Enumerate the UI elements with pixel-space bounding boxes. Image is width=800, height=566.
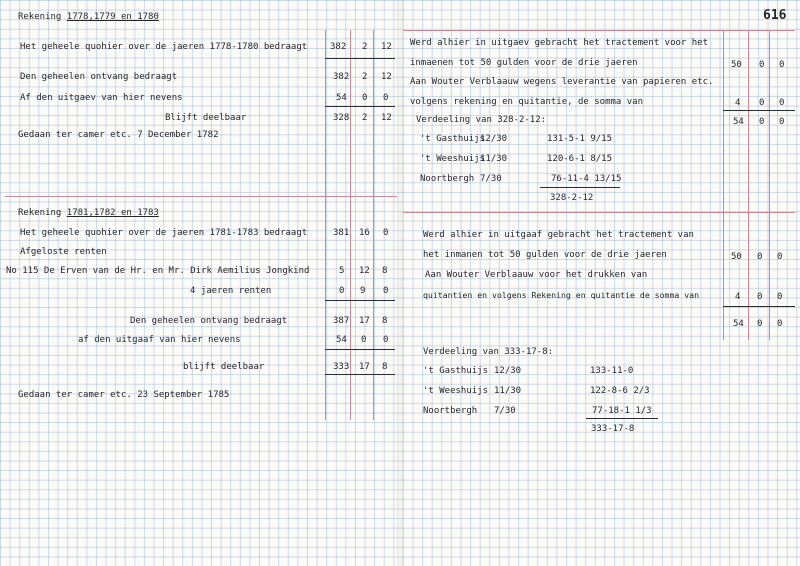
left-column-line-2 bbox=[350, 30, 351, 420]
beneficiary-gasthuijs: 't Gasthuijs bbox=[420, 134, 486, 144]
amount-guilders: 54 bbox=[733, 319, 744, 329]
amount-stivers: 2 bbox=[362, 42, 368, 52]
amount-stivers: 9 bbox=[360, 286, 366, 296]
amount-stivers: 0 bbox=[361, 335, 367, 345]
rekening-heading-2 bbox=[18, 208, 159, 219]
rekening-years: 1781,1782 en 1783 bbox=[66, 208, 159, 218]
amount-guilders: 381 bbox=[333, 228, 350, 238]
verblaauw-line-2: quitantien en volgens Rekening en quitantie de somma van bbox=[423, 290, 700, 300]
amount-stivers: 2 bbox=[362, 113, 368, 123]
left-column-line-1 bbox=[325, 30, 326, 420]
gedaan-line: Gedaan ter camer etc. 23 September 1785 bbox=[18, 390, 230, 400]
balance-label: blijft deelbaar bbox=[183, 362, 265, 372]
amount-stivers: 0 bbox=[759, 60, 765, 70]
amount-guilders: 50 bbox=[731, 60, 742, 70]
amount-pennies: 0 bbox=[779, 98, 785, 108]
amount-guilders: 5 bbox=[339, 266, 345, 276]
amount-pennies: 0 bbox=[383, 228, 389, 238]
left-column-line-3 bbox=[373, 30, 374, 420]
right-section-divider bbox=[403, 212, 795, 213]
amount-guilders: 382 bbox=[333, 72, 350, 82]
jaeren-renten-label: 4 jaeren renten bbox=[190, 286, 272, 296]
afgeloste-label: Afgeloste renten bbox=[20, 247, 107, 257]
amount-stivers: 17 bbox=[359, 316, 370, 326]
amount-pennies: 8 bbox=[382, 362, 388, 372]
right-column-line-2 bbox=[748, 30, 749, 340]
beneficiary-noortbergh: Noortbergh bbox=[420, 174, 475, 184]
amount-stivers: 2 bbox=[362, 72, 368, 82]
page-number: 616 bbox=[763, 8, 787, 23]
rekening-label: Rekening bbox=[18, 12, 67, 22]
amount-pennies: 0 bbox=[777, 292, 783, 302]
verblaauw-line-1: Aan Wouter Verblaauw wegens leverantie van papieren etc. bbox=[410, 77, 714, 87]
amount-stivers: 0 bbox=[759, 98, 765, 108]
uitgaev-line-2: inmaenen tot 50 gulden voor de drie jaeren bbox=[410, 58, 638, 68]
sum-rule bbox=[325, 300, 395, 301]
amount-guilders: 54 bbox=[336, 93, 347, 103]
share-fraction: 7/30 bbox=[480, 174, 502, 184]
sum-rule bbox=[325, 374, 395, 375]
sum-rule bbox=[723, 306, 795, 307]
share-fraction: 7/30 bbox=[494, 406, 516, 416]
amount-guilders: 50 bbox=[731, 252, 742, 262]
uitgaaf-line-2: het inmanen tot 50 gulden voor de drie jaeren bbox=[423, 250, 667, 260]
amount-guilders: 54 bbox=[733, 117, 744, 127]
gedaan-line: Gedaan ter camer etc. 7 December 1782 bbox=[18, 130, 219, 140]
amount-pennies: 0 bbox=[779, 60, 785, 70]
balance-label: Blijft deelbaar bbox=[165, 113, 247, 123]
uitgaev-line-1: Werd alhier in uitgaev gebracht het tractement voor het bbox=[410, 38, 709, 48]
share-fraction: 11/30 bbox=[480, 154, 508, 164]
share-value: 131-5-1 9/15 bbox=[547, 134, 613, 144]
rekening-years: 1778,1779 en 1780 bbox=[66, 12, 159, 22]
ontvang-label: Den geheelen ontvang bedraagt bbox=[20, 72, 178, 82]
uitgaaf-label: af den uitgaaf van hier nevens bbox=[78, 335, 241, 345]
amount-guilders: 4 bbox=[735, 98, 741, 108]
right-column-line-1 bbox=[723, 30, 724, 340]
left-section-divider bbox=[5, 196, 397, 197]
verdeeling-label: Verdeeling van 328-2-12: bbox=[416, 115, 547, 125]
uitgaev-label: Af den uitgaev van hier nevens bbox=[20, 93, 183, 103]
share-value: 76-11-4 13/15 bbox=[551, 174, 622, 184]
beneficiary-gasthuijs: 't Gasthuijs bbox=[423, 366, 489, 376]
uitgaaf-line-1: Werd alhier in uitgaaf gebracht het tractement van bbox=[423, 230, 694, 240]
sum-rule bbox=[586, 418, 658, 419]
share-total: 333-17-8 bbox=[591, 424, 635, 434]
verblaauw-line-2: volgens rekening en quitantie, de somma van bbox=[410, 97, 643, 107]
share-value: 122-8-6 2/3 bbox=[590, 386, 650, 396]
rekening-heading-1 bbox=[18, 12, 159, 23]
amount-pennies: 0 bbox=[777, 319, 783, 329]
beneficiary-weeshuijs: 't Weeshuijs bbox=[423, 386, 489, 396]
amount-pennies: 0 bbox=[777, 252, 783, 262]
amount-stivers: 0 bbox=[362, 93, 368, 103]
share-total: 328-2-12 bbox=[550, 193, 594, 203]
rekening-label: Rekening bbox=[18, 208, 67, 218]
share-value: 77-18-1 1/3 bbox=[592, 406, 652, 416]
amount-pennies: 0 bbox=[779, 117, 785, 127]
sum-rule bbox=[325, 349, 395, 350]
amount-pennies: 8 bbox=[382, 266, 388, 276]
renten-entry-label: No 115 De Erven van de Hr. en Mr. Dirk Aemilius Jongkind bbox=[6, 266, 310, 276]
amount-stivers: 0 bbox=[759, 117, 765, 127]
amount-pennies: 12 bbox=[381, 42, 392, 52]
sum-rule bbox=[325, 58, 395, 59]
amount-stivers: 17 bbox=[359, 362, 370, 372]
ontvang-label: Den geheelen ontvang bedraagt bbox=[130, 316, 288, 326]
amount-guilders: 382 bbox=[330, 42, 347, 52]
right-column-line-3 bbox=[769, 30, 770, 340]
quotier-label: Het geheele quohier over de jaeren 1778-1780 bedraagt bbox=[20, 42, 308, 52]
amount-guilders: 333 bbox=[333, 362, 350, 372]
amount-pennies: 12 bbox=[381, 72, 392, 82]
verdeeling-label: Verdeeling van 333-17-8: bbox=[423, 347, 554, 357]
amount-stivers: 0 bbox=[757, 252, 763, 262]
beneficiary-noortbergh: Noortbergh bbox=[423, 406, 478, 416]
sum-rule bbox=[723, 110, 795, 111]
amount-pennies: 0 bbox=[383, 93, 389, 103]
sum-rule bbox=[540, 187, 620, 188]
amount-stivers: 0 bbox=[757, 292, 763, 302]
share-fraction: 12/30 bbox=[494, 366, 522, 376]
page-fold bbox=[397, 0, 403, 566]
verblaauw-line-1: Aan Wouter Verblaauw voor het drukken van bbox=[425, 270, 648, 280]
amount-stivers: 16 bbox=[359, 228, 370, 238]
sum-rule bbox=[325, 106, 395, 107]
amount-pennies: 12 bbox=[381, 113, 392, 123]
amount-pennies: 8 bbox=[382, 316, 388, 326]
amount-guilders: 4 bbox=[735, 292, 741, 302]
quotier-label: Het geheele quohier over de jaeren 1781-1783 bedraagt bbox=[20, 228, 308, 238]
amount-pennies: 0 bbox=[383, 286, 389, 296]
share-value: 120-6-1 8/15 bbox=[547, 154, 613, 164]
amount-stivers: 12 bbox=[359, 266, 370, 276]
share-fraction: 11/30 bbox=[494, 386, 522, 396]
amount-guilders: 54 bbox=[336, 335, 347, 345]
amount-stivers: 0 bbox=[757, 319, 763, 329]
amount-guilders: 328 bbox=[333, 113, 350, 123]
right-top-line bbox=[403, 30, 795, 31]
amount-pennies: 0 bbox=[383, 335, 389, 345]
amount-guilders: 0 bbox=[339, 286, 345, 296]
share-fraction: 12/30 bbox=[480, 134, 508, 144]
beneficiary-weeshuijs: 't Weeshuijs bbox=[420, 154, 486, 164]
share-value: 133-11-0 bbox=[590, 366, 634, 376]
amount-guilders: 387 bbox=[333, 316, 350, 326]
